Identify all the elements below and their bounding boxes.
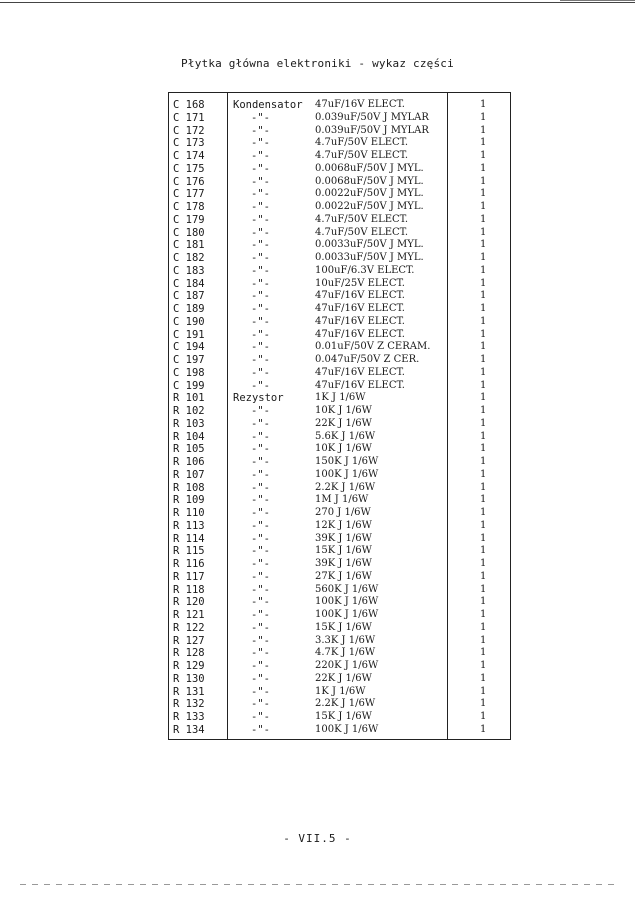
part-quantity: 1 bbox=[480, 111, 487, 123]
part-type: -"- bbox=[251, 532, 270, 545]
part-quantity: 1 bbox=[480, 290, 487, 302]
part-reference: R 121 bbox=[173, 609, 205, 621]
part-quantity: 1 bbox=[480, 456, 487, 467]
part-quantity: 1 bbox=[480, 252, 487, 263]
table-row bbox=[169, 456, 510, 469]
part-reference: C 179 bbox=[173, 213, 205, 226]
part-reference: C 184 bbox=[173, 277, 205, 290]
part-reference: C 199 bbox=[173, 379, 205, 392]
part-type: -"- bbox=[251, 239, 270, 252]
table-row bbox=[169, 163, 510, 176]
part-type: -"- bbox=[251, 570, 270, 583]
part-type: -"- bbox=[251, 596, 270, 609]
table-row bbox=[169, 150, 510, 163]
part-specification: 5.6K J 1/6W bbox=[315, 430, 376, 442]
part-type: -"- bbox=[251, 723, 270, 736]
part-quantity: 1 bbox=[480, 711, 487, 722]
part-type: -"- bbox=[251, 137, 270, 150]
part-type: -"- bbox=[251, 328, 270, 341]
part-type: -"- bbox=[251, 124, 270, 137]
part-type: -"- bbox=[251, 277, 270, 290]
part-reference: R 109 bbox=[173, 494, 205, 507]
part-quantity: 1 bbox=[480, 201, 487, 212]
part-quantity: 1 bbox=[480, 341, 487, 353]
part-specification: 15K J 1/6W bbox=[315, 621, 372, 633]
part-quantity: 1 bbox=[480, 417, 487, 429]
part-type: -"- bbox=[251, 341, 270, 354]
table-row bbox=[169, 673, 510, 686]
part-specification: 0.0022uF/50V J MYL. bbox=[315, 188, 424, 200]
part-specification: 3.3K J 1/6W bbox=[315, 634, 376, 646]
part-quantity: 1 bbox=[480, 545, 487, 557]
part-type: -"- bbox=[251, 366, 270, 379]
part-type: -"- bbox=[251, 468, 270, 481]
part-type: -"- bbox=[251, 456, 270, 468]
table-row bbox=[169, 698, 510, 711]
part-type: -"- bbox=[251, 226, 270, 239]
part-type: -"- bbox=[251, 558, 270, 570]
part-reference: R 105 bbox=[173, 443, 205, 456]
part-reference: C 175 bbox=[173, 162, 205, 175]
part-reference: C 191 bbox=[173, 328, 205, 341]
table-row bbox=[169, 329, 510, 342]
part-reference: R 128 bbox=[173, 647, 205, 660]
part-reference: R 131 bbox=[173, 685, 205, 698]
table-row bbox=[169, 380, 510, 393]
part-type: -"- bbox=[251, 379, 270, 392]
table-row bbox=[169, 558, 510, 571]
part-reference: R 129 bbox=[173, 660, 205, 672]
table-row bbox=[169, 316, 510, 329]
part-specification: 15K J 1/6W bbox=[315, 545, 372, 557]
table-row bbox=[169, 686, 510, 699]
table-row bbox=[169, 482, 510, 495]
part-specification: 4.7uF/50V ELECT. bbox=[315, 226, 409, 238]
part-reference: R 132 bbox=[173, 698, 205, 711]
part-specification: 1K J 1/6W bbox=[315, 392, 366, 404]
part-specification: 0.039uF/50V J MYLAR bbox=[315, 124, 429, 136]
scan-edge-line bbox=[0, 2, 635, 3]
part-reference: R 117 bbox=[173, 570, 205, 583]
part-quantity: 1 bbox=[480, 468, 487, 480]
part-quantity: 1 bbox=[480, 519, 487, 531]
part-quantity: 1 bbox=[480, 660, 487, 671]
table-row bbox=[169, 724, 510, 737]
part-specification: 27K J 1/6W bbox=[315, 570, 372, 582]
part-specification: 1K J 1/6W bbox=[315, 685, 366, 697]
part-specification: 47uF/16V ELECT. bbox=[315, 328, 405, 340]
part-reference: C 171 bbox=[173, 111, 205, 124]
table-row bbox=[169, 278, 510, 291]
scan-edge-line bbox=[20, 884, 615, 885]
part-reference: R 134 bbox=[173, 723, 205, 736]
part-type: -"- bbox=[251, 201, 270, 213]
part-type: -"- bbox=[251, 315, 270, 328]
part-type: -"- bbox=[251, 430, 270, 443]
part-type: -"- bbox=[251, 162, 270, 175]
part-specification: 100K J 1/6W bbox=[315, 468, 379, 480]
part-specification: 270 J 1/6W bbox=[315, 507, 371, 518]
table-row bbox=[169, 188, 510, 201]
part-quantity: 1 bbox=[480, 621, 487, 633]
part-quantity: 1 bbox=[480, 188, 487, 200]
part-reference: C 189 bbox=[173, 303, 205, 315]
table-row bbox=[169, 99, 510, 112]
table-row bbox=[169, 622, 510, 635]
part-specification: 39K J 1/6W bbox=[315, 532, 372, 544]
part-quantity: 1 bbox=[480, 596, 487, 608]
table-row bbox=[169, 290, 510, 303]
part-type: -"- bbox=[251, 698, 270, 711]
part-type: -"- bbox=[251, 443, 270, 456]
part-type: -"- bbox=[251, 519, 270, 532]
part-quantity: 1 bbox=[480, 583, 487, 595]
part-type: -"- bbox=[251, 417, 270, 430]
page-title: Płytka główna elektroniki - wykaz części bbox=[181, 57, 454, 70]
part-quantity: 1 bbox=[480, 685, 487, 697]
table-row bbox=[169, 609, 510, 622]
table-row bbox=[169, 660, 510, 673]
table-row bbox=[169, 494, 510, 507]
parts-list-table bbox=[168, 92, 511, 740]
part-reference: R 108 bbox=[173, 481, 205, 494]
part-reference: C 174 bbox=[173, 150, 205, 162]
table-row bbox=[169, 354, 510, 367]
part-reference: R 101 bbox=[173, 392, 205, 405]
table-row bbox=[169, 469, 510, 482]
part-reference: C 194 bbox=[173, 341, 205, 354]
part-type: -"- bbox=[251, 634, 270, 647]
part-reference: C 176 bbox=[173, 175, 205, 188]
part-type: -"- bbox=[251, 672, 270, 685]
table-row bbox=[169, 596, 510, 609]
part-specification: 10K J 1/6W bbox=[315, 405, 372, 416]
table-row bbox=[169, 392, 510, 405]
part-specification: 47uF/16V ELECT. bbox=[315, 290, 405, 302]
table-row bbox=[169, 520, 510, 533]
table-row bbox=[169, 176, 510, 189]
part-reference: R 116 bbox=[173, 558, 205, 570]
part-reference: C 182 bbox=[173, 252, 205, 264]
table-row bbox=[169, 227, 510, 240]
table-row bbox=[169, 303, 510, 316]
part-type: -"- bbox=[251, 405, 270, 417]
part-type: -"- bbox=[251, 507, 270, 519]
part-specification: 0.0033uF/50V J MYL. bbox=[315, 239, 424, 251]
part-quantity: 1 bbox=[480, 570, 487, 582]
part-quantity: 1 bbox=[480, 647, 487, 659]
part-type: -"- bbox=[251, 264, 270, 277]
part-specification: 4.7uF/50V ELECT. bbox=[315, 213, 409, 225]
part-quantity: 1 bbox=[480, 239, 487, 251]
part-type: -"- bbox=[251, 290, 270, 303]
part-type: -"- bbox=[251, 252, 270, 264]
part-type: -"- bbox=[251, 481, 270, 494]
part-reference: R 113 bbox=[173, 519, 205, 532]
part-quantity: 1 bbox=[480, 634, 487, 646]
part-type: -"- bbox=[251, 354, 270, 366]
part-quantity: 1 bbox=[480, 723, 487, 735]
part-quantity: 1 bbox=[480, 213, 487, 225]
part-reference: C 180 bbox=[173, 226, 205, 239]
part-specification: 47uF/16V ELECT. bbox=[315, 99, 405, 110]
part-type: Kondensator bbox=[233, 99, 303, 111]
part-specification: 560K J 1/6W bbox=[315, 583, 379, 595]
table-row bbox=[169, 201, 510, 214]
part-specification: 100K J 1/6W bbox=[315, 723, 379, 735]
part-specification: 47uF/16V ELECT. bbox=[315, 315, 405, 327]
part-quantity: 1 bbox=[480, 124, 487, 136]
table-row bbox=[169, 265, 510, 278]
table-row bbox=[169, 635, 510, 648]
part-reference: C 172 bbox=[173, 124, 205, 137]
part-specification: 0.0068uF/50V J MYL. bbox=[315, 162, 424, 174]
part-quantity: 1 bbox=[480, 379, 487, 391]
table-row bbox=[169, 443, 510, 456]
part-quantity: 1 bbox=[480, 162, 487, 174]
table-row bbox=[169, 571, 510, 584]
part-reference: R 120 bbox=[173, 596, 205, 609]
part-reference: R 122 bbox=[173, 621, 205, 634]
part-reference: R 106 bbox=[173, 456, 205, 468]
part-specification: 100uF/6.3V ELECT. bbox=[315, 264, 415, 276]
part-reference: C 190 bbox=[173, 315, 205, 328]
part-specification: 47uF/16V ELECT. bbox=[315, 379, 405, 391]
part-quantity: 1 bbox=[480, 405, 487, 416]
part-specification: 22K J 1/6W bbox=[315, 672, 372, 684]
part-specification: 0.0022uF/50V J MYL. bbox=[315, 201, 424, 212]
part-specification: 47uF/16V ELECT. bbox=[315, 366, 405, 378]
page-number: - VII.5 - bbox=[283, 832, 352, 845]
part-quantity: 1 bbox=[480, 494, 487, 506]
part-type: -"- bbox=[251, 494, 270, 507]
part-type: -"- bbox=[251, 583, 270, 596]
part-reference: R 115 bbox=[173, 545, 205, 558]
part-quantity: 1 bbox=[480, 264, 487, 276]
part-quantity: 1 bbox=[480, 328, 487, 340]
part-type: Rezystor bbox=[233, 392, 284, 405]
part-quantity: 1 bbox=[480, 303, 487, 314]
part-specification: 4.7uF/50V ELECT. bbox=[315, 150, 409, 161]
part-quantity: 1 bbox=[480, 137, 487, 149]
part-reference: C 168 bbox=[173, 99, 205, 111]
part-quantity: 1 bbox=[480, 150, 487, 161]
table-row bbox=[169, 647, 510, 660]
part-quantity: 1 bbox=[480, 226, 487, 238]
table-row bbox=[169, 125, 510, 138]
part-quantity: 1 bbox=[480, 481, 487, 493]
part-specification: 4.7K J 1/6W bbox=[315, 647, 376, 659]
part-specification: 10uF/25V ELECT. bbox=[315, 277, 405, 289]
part-specification: 220K J 1/6W bbox=[315, 660, 379, 671]
table-row bbox=[169, 584, 510, 597]
part-reference: R 104 bbox=[173, 430, 205, 443]
part-type: -"- bbox=[251, 660, 270, 672]
part-quantity: 1 bbox=[480, 430, 487, 442]
part-quantity: 1 bbox=[480, 315, 487, 327]
part-quantity: 1 bbox=[480, 609, 487, 620]
table-row bbox=[169, 711, 510, 724]
part-quantity: 1 bbox=[480, 175, 487, 187]
part-specification: 0.0068uF/50V J MYL. bbox=[315, 175, 424, 187]
part-type: -"- bbox=[251, 150, 270, 162]
part-reference: C 173 bbox=[173, 137, 205, 150]
part-specification: 100K J 1/6W bbox=[315, 596, 379, 608]
table-row bbox=[169, 252, 510, 265]
part-type: -"- bbox=[251, 609, 270, 621]
parts-list-rows bbox=[169, 99, 510, 737]
part-specification: 0.047uF/50V Z CER. bbox=[315, 354, 420, 365]
part-reference: R 114 bbox=[173, 532, 205, 545]
part-type: -"- bbox=[251, 621, 270, 634]
part-reference: R 107 bbox=[173, 468, 205, 481]
part-reference: R 130 bbox=[173, 672, 205, 685]
part-specification: 1M J 1/6W bbox=[315, 494, 369, 506]
part-quantity: 1 bbox=[480, 443, 487, 455]
part-reference: C 177 bbox=[173, 188, 205, 201]
part-specification: 12K J 1/6W bbox=[315, 519, 372, 531]
part-quantity: 1 bbox=[480, 672, 487, 684]
scan-edge-line bbox=[560, 0, 635, 1]
part-specification: 39K J 1/6W bbox=[315, 558, 372, 569]
part-specification: 47uF/16V ELECT. bbox=[315, 303, 405, 314]
part-type: -"- bbox=[251, 685, 270, 698]
table-row bbox=[169, 431, 510, 444]
table-row bbox=[169, 507, 510, 520]
part-type: -"- bbox=[251, 545, 270, 558]
part-reference: R 127 bbox=[173, 634, 205, 647]
part-quantity: 1 bbox=[480, 354, 487, 365]
table-row bbox=[169, 137, 510, 150]
part-type: -"- bbox=[251, 175, 270, 188]
part-type: -"- bbox=[251, 111, 270, 124]
part-type: -"- bbox=[251, 711, 270, 723]
part-specification: 0.0033uF/50V J MYL. bbox=[315, 252, 424, 263]
part-quantity: 1 bbox=[480, 507, 487, 518]
part-quantity: 1 bbox=[480, 392, 487, 404]
part-specification: 2.2K J 1/6W bbox=[315, 481, 376, 493]
table-row bbox=[169, 367, 510, 380]
part-reference: C 187 bbox=[173, 290, 205, 303]
part-type: -"- bbox=[251, 188, 270, 201]
part-reference: R 110 bbox=[173, 507, 205, 519]
part-reference: R 118 bbox=[173, 583, 205, 596]
table-row bbox=[169, 112, 510, 125]
part-quantity: 1 bbox=[480, 558, 487, 569]
part-type: -"- bbox=[251, 213, 270, 226]
table-row bbox=[169, 545, 510, 558]
part-specification: 22K J 1/6W bbox=[315, 417, 372, 429]
part-reference: C 178 bbox=[173, 201, 205, 213]
part-reference: R 102 bbox=[173, 405, 205, 417]
part-specification: 10K J 1/6W bbox=[315, 443, 372, 455]
part-reference: C 181 bbox=[173, 239, 205, 252]
part-reference: R 133 bbox=[173, 711, 205, 723]
part-quantity: 1 bbox=[480, 532, 487, 544]
part-specification: 100K J 1/6W bbox=[315, 609, 379, 620]
table-row bbox=[169, 533, 510, 546]
part-specification: 4.7uF/50V ELECT. bbox=[315, 137, 409, 149]
table-row bbox=[169, 405, 510, 418]
table-row bbox=[169, 239, 510, 252]
part-specification: 150K J 1/6W bbox=[315, 456, 379, 467]
part-quantity: 1 bbox=[480, 277, 487, 289]
part-specification: 15K J 1/6W bbox=[315, 711, 372, 722]
part-type: -"- bbox=[251, 647, 270, 660]
part-quantity: 1 bbox=[480, 366, 487, 378]
part-specification: 2.2K J 1/6W bbox=[315, 698, 376, 710]
part-reference: R 103 bbox=[173, 417, 205, 430]
part-specification: 0.01uF/50V Z CERAM. bbox=[315, 341, 431, 353]
part-reference: C 183 bbox=[173, 264, 205, 277]
part-specification: 0.039uF/50V J MYLAR bbox=[315, 111, 429, 123]
part-quantity: 1 bbox=[480, 99, 487, 110]
table-row bbox=[169, 214, 510, 227]
part-quantity: 1 bbox=[480, 698, 487, 710]
part-reference: C 197 bbox=[173, 354, 205, 366]
table-row bbox=[169, 418, 510, 431]
part-reference: C 198 bbox=[173, 366, 205, 379]
part-type: -"- bbox=[251, 303, 270, 315]
table-row bbox=[169, 341, 510, 354]
